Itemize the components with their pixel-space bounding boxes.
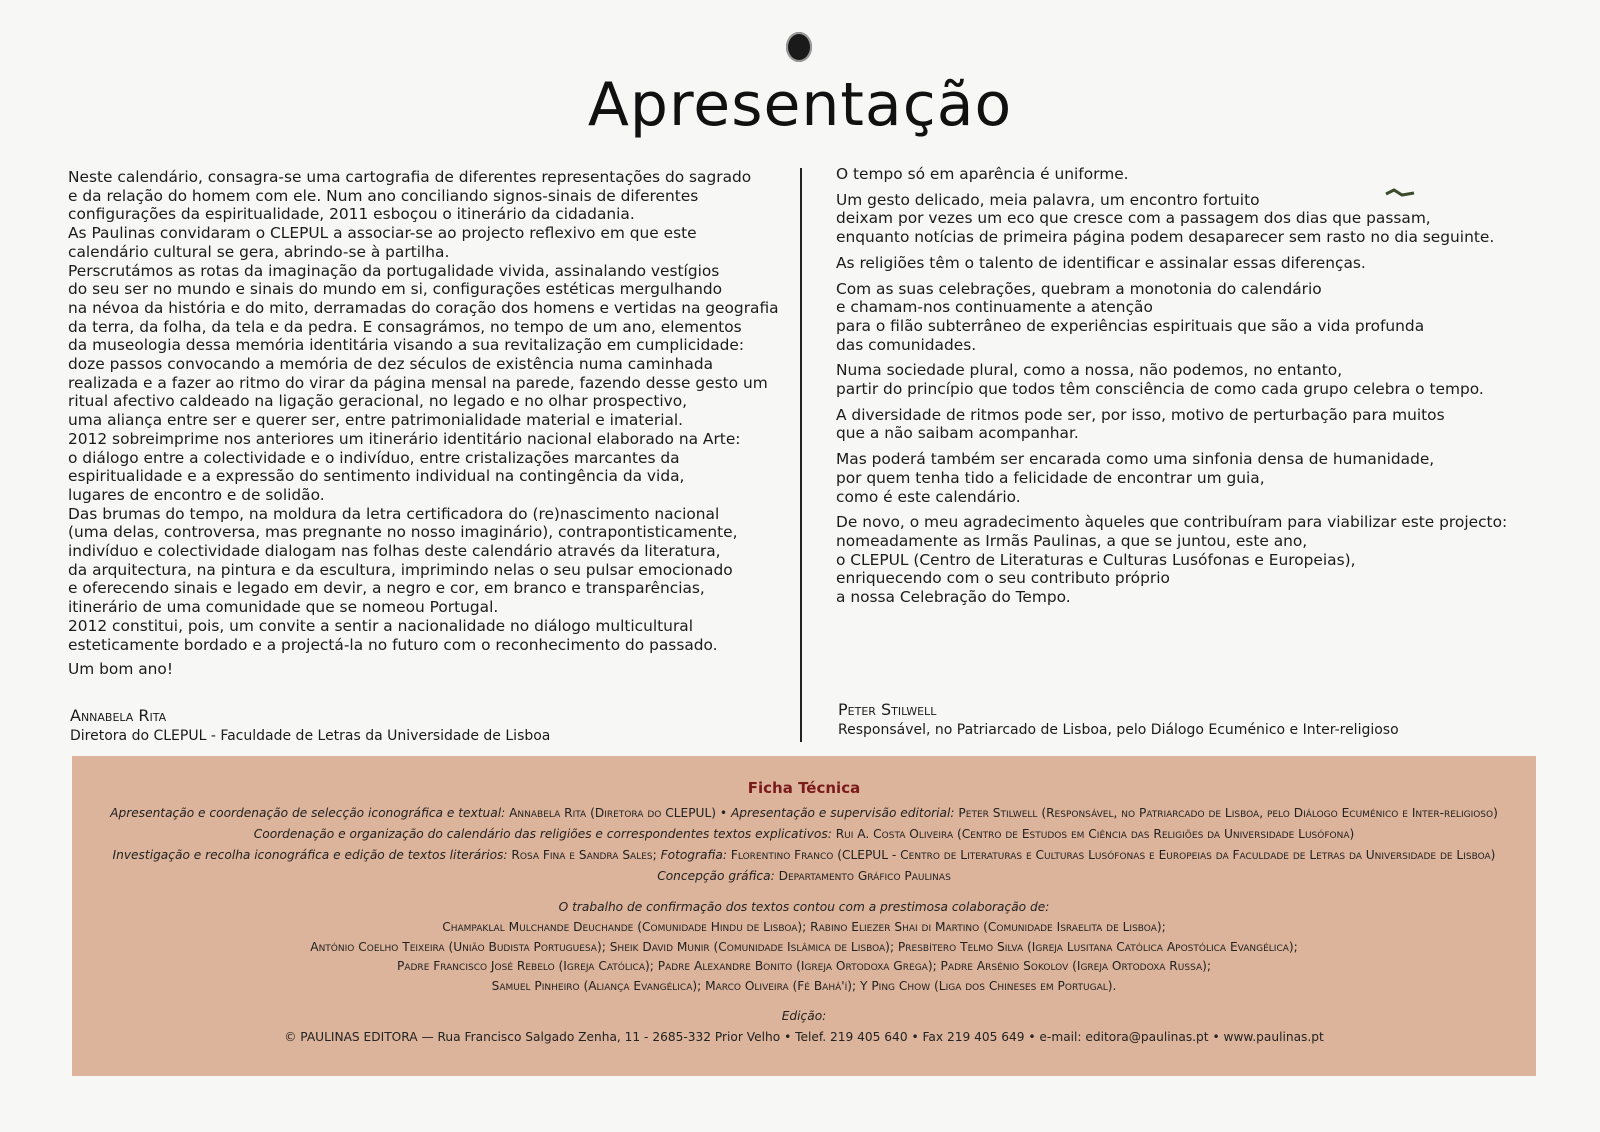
right-paragraph: As religiões têm o talento de identificar e assinalar essas diferenças.	[836, 253, 1366, 272]
left-line: Neste calendário, consagra-se uma cartografia de diferentes representações do sagrado	[68, 168, 752, 186]
binding-hole	[786, 32, 812, 62]
left-line: na névoa da história e do mito, derramadas do coração dos homens e vertidas na geografia	[68, 298, 779, 317]
left-line: doze passos convocando a memória de dez séculos de existência numa caminhada	[68, 355, 714, 374]
credits-line: Investigação e recolha iconográfica e edição de textos literários: Rosa Fina e Sandra Sales; Fotografia: Florentino Franco (CLEPUL - Centro de Literaturas e Culturas Lusófonas e Europeias da Faculdade de Letras da Universidade de Lisboa)	[112, 848, 1496, 862]
left-line: da arquitectura, na pintura e da escultura, imprimindo nelas o seu pulsar emocionado	[68, 560, 733, 579]
left-line: realizada e a fazer ao ritmo do virar da página mensal na parede, fazendo desse gesto um	[68, 373, 768, 392]
left-line: da museologia dessa memória identitária visando a sua revitalização em cumplicidade:	[68, 336, 745, 355]
left-line: (uma delas, controversa, mas pregnante no nosso imaginário), contrapontisticamente,	[68, 523, 738, 542]
signature-name: Annabela Rita	[70, 706, 167, 725]
left-line: itinerário de uma comunidade que se nomeou Portugal.	[68, 598, 499, 617]
credits-line: Coordenação e organização do calendário das religiões e correspondentes textos explicativos: Rui A. Costa Oliveira (Centro de Estudos em Ciência das Religiões da Universidade Lusófona)	[253, 827, 1355, 841]
left-line: ritual afectivo caldeado na ligação geracional, no legado e no olhar prospectivo,	[68, 392, 688, 411]
right-paragraph: De novo, o meu agradecimento àqueles que contribuíram para viabilizar este projecto: nomeadamente as Irmãs Paulinas, a que se juntou, este ano, o CLEPUL (Centro de Literaturas e Culturas Lusófonas e Europeias), enriquecendo com o seu contributo próprio a nossa Celebração do Tempo.	[836, 513, 1508, 607]
edition-label: Edição:	[781, 1009, 827, 1023]
left-line: esteticamente bordado e a projectá-la no futuro com o reconhecimento do passado.	[68, 635, 718, 654]
technical-sheet-title: Ficha Técnica	[747, 779, 861, 797]
left-line: Das brumas do tempo, na moldura da letra certificadora do (re)nascimento nacional	[68, 504, 720, 523]
right-paragraph: Com as suas celebrações, quebram a monotonia do calendário e chamam-nos continuamente a atenção para o filão subterrâneo de experiências espirituais que são a vida profunda das comunidades.	[836, 279, 1425, 354]
collaborator-line: Champaklal Mulchande Deuchande (Comunidade Hindu de Lisboa); Rabino Eliezer Shai di Martino (Comunidade Israelita de Lisboa);	[442, 920, 1166, 934]
edition-line: © PAULINAS EDITORA — Rua Francisco Salgado Zenha, 11 - 2685-332 Prior Velho • Telef. 219 405 640 • Fax 219 405 649 • e-mail: editora@paulinas.pt • www.paulinas.pt	[284, 1030, 1324, 1044]
left-line: Perscrutámos as rotas da imaginação da portugalidade vivida, assinalando vestígios	[68, 261, 720, 280]
right-paragraph: Um gesto delicado, meia palavra, um encontro fortuito deixam por vezes um eco que cresce com a passagem dos dias que passam, enquanto notícias de primeira página podem desaparecer sem rasto no dia seguinte.	[836, 190, 1495, 247]
collaboration-title: O trabalho de confirmação dos textos contou com a prestimosa colaboração de:	[558, 900, 1050, 914]
column-divider	[800, 168, 802, 742]
left-column	[68, 168, 788, 679]
right-paragraph: Mas poderá também ser encarada como uma sinfonia densa de humanidade, por quem tenha tido a felicidade de encontrar um guia, como é este calendário.	[836, 450, 1435, 506]
technical-sheet	[72, 756, 1536, 1076]
right-paragraph: Numa sociedade plural, como a nossa, não podemos, no entanto, partir do princípio que todos têm consciência de como cada grupo celebra o tempo.	[836, 361, 1484, 399]
left-line: lugares de encontro e de solidão.	[68, 485, 325, 504]
signature-role: Responsável, no Patriarcado de Lisboa, pelo Diálogo Ecuménico e Inter-religioso	[838, 722, 1399, 738]
right-signature	[838, 700, 1399, 740]
left-line: 2012 constitui, pois, um convite a sentir a nacionalidade no diálogo multicultural	[68, 616, 693, 635]
right-column	[836, 165, 1536, 614]
page-title: Apresentação	[587, 70, 1013, 140]
left-line: uma aliança entre ser e querer ser, entre patrimonialidade material e imaterial.	[68, 411, 684, 430]
left-line: 2012 sobreimprime nos anteriores um itinerário identitário nacional elaborado na Arte:	[68, 429, 741, 448]
signature-role: Diretora do CLEPUL - Faculdade de Letras da Universidade de Lisboa	[70, 728, 551, 744]
left-line: indivíduo e colectividade dialogam nas folhas deste calendário através da literatura,	[68, 542, 721, 561]
credits-line: Concepção gráfica: Departamento Gráfico Paulinas	[657, 869, 951, 883]
right-paragraph: A diversidade de ritmos pode ser, por isso, motivo de perturbação para muitos que a não saibam acompanhar.	[836, 405, 1445, 443]
left-signature	[70, 706, 550, 746]
closing-greeting: Um bom ano!	[68, 660, 173, 679]
left-line: As Paulinas convidaram o CLEPUL a associar-se ao projecto reflexivo em que este	[68, 224, 697, 243]
left-line: configurações da espiritualidade, 2011 esboçou o itinerário da cidadania.	[68, 205, 635, 224]
left-line: do seu ser no mundo e sinais do mundo em si, configurações estéticas mergulhando	[68, 280, 723, 299]
collaborator-line: Samuel Pinheiro (Aliança Evangélica); Marco Oliveira (Fé Bahá'í); Y Ping Chow (Liga dos Chineses em Portugal).	[491, 978, 1117, 993]
left-line: da terra, da folha, da tela e da pedra. E consagrámos, no tempo de um ano, elementos	[68, 317, 742, 336]
right-paragraph: O tempo só em aparência é uniforme.	[836, 165, 1129, 183]
left-line: espiritualidade e a expressão do sentimento individual na contingência da vida,	[68, 467, 685, 486]
signature-name: Peter Stilwell	[838, 700, 937, 719]
left-line: e oferecendo sinais e legado em devir, a negro e cor, em branco e transparências,	[68, 579, 705, 598]
credits-line: Apresentação e coordenação de selecção iconográfica e textual: Annabela Rita (Diretora do CLEPUL) • Apresentação e supervisão editorial: Peter Stilwell (Responsável, no Patriarcado de Lisboa, pelo Diálogo Ecuménico e Inter-religioso)	[110, 806, 1498, 820]
collaborator-line: Padre Francisco José Rebelo (Igreja Católica); Padre Alexandre Bonito (Igreja Ortodoxa Grega); Padre Arsénio Sokolov (Igreja Ortodoxa Russa);	[397, 959, 1211, 973]
left-line: calendário cultural se gera, abrindo-se à partilha.	[68, 242, 450, 261]
left-line: o diálogo entre a colectividade e o indivíduo, entre cristalizações marcantes da	[68, 448, 680, 467]
left-line: e da relação do homem com ele. Num ano conciliando signos-sinais de diferentes	[68, 186, 699, 205]
collaborator-line: António Coelho Teixeira (União Budista Portuguesa); Sheik David Munir (Comunidade Islâmica de Lisboa); Presbítero Telmo Silva (Igreja Lusitana Católica Apostólica Evangélica);	[310, 939, 1298, 954]
